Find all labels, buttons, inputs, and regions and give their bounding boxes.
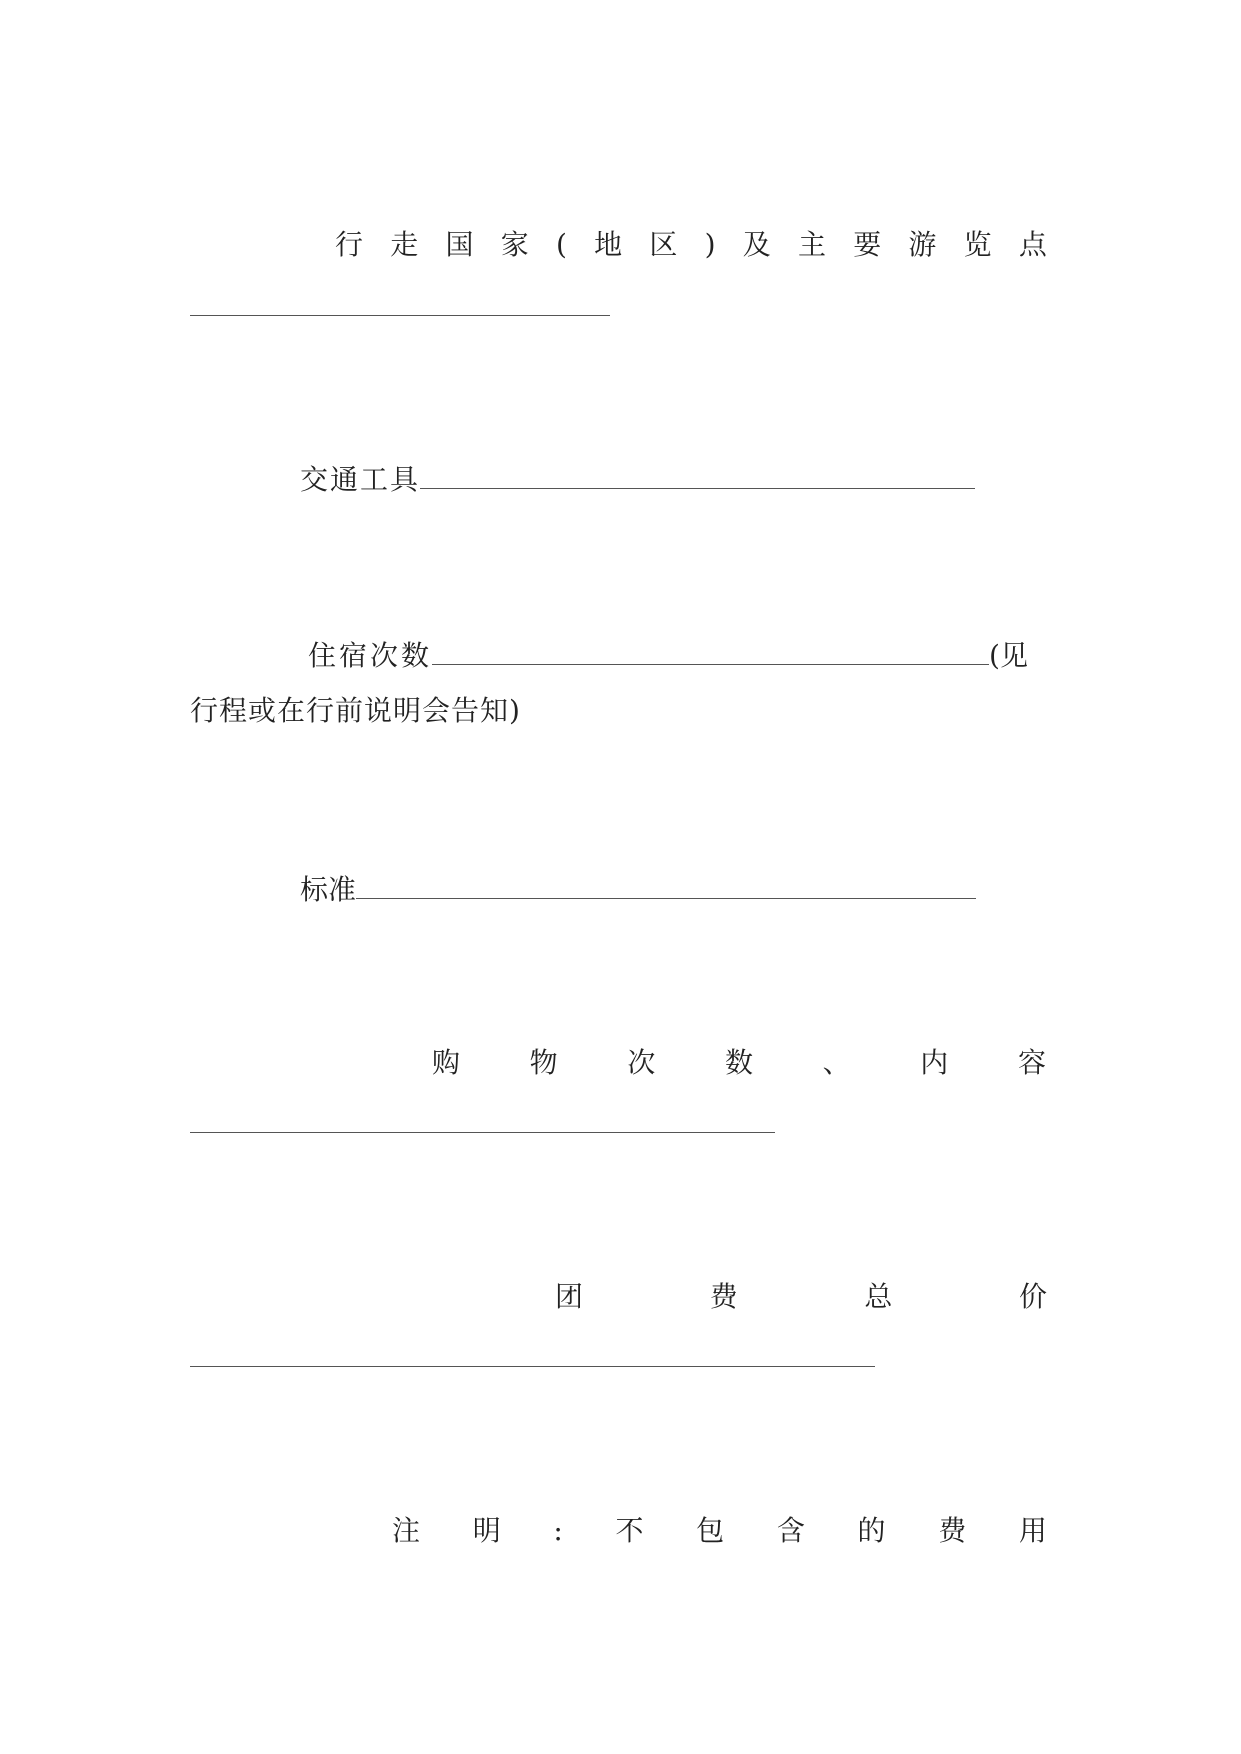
shopping-label bbox=[432, 1046, 1046, 1080]
lodging-row bbox=[308, 636, 1028, 673]
total-price-char: 价 bbox=[1018, 1280, 1047, 1313]
shopping-char: 购 bbox=[432, 1046, 461, 1079]
countries-char: 及 bbox=[742, 228, 771, 261]
total-price-char: 总 bbox=[864, 1280, 893, 1313]
total-price-char: 团 bbox=[555, 1280, 584, 1313]
lodging-label: 住宿次数 bbox=[308, 639, 433, 672]
note-char: 不 bbox=[615, 1514, 644, 1547]
note-char: 注 bbox=[392, 1514, 421, 1547]
countries-char: 要 bbox=[853, 228, 882, 261]
countries-char: 国 bbox=[445, 228, 474, 261]
shopping-char: 内 bbox=[920, 1046, 949, 1079]
transport-label: 交通工具 bbox=[300, 463, 421, 496]
shopping-char: 、 bbox=[822, 1046, 851, 1079]
shopping-char: 容 bbox=[1017, 1046, 1046, 1079]
countries-char: 地 bbox=[594, 228, 623, 261]
total-price-char: 费 bbox=[709, 1280, 738, 1313]
shopping-char: 数 bbox=[724, 1046, 753, 1079]
countries-char: ( bbox=[555, 228, 567, 261]
standard-label: 标准 bbox=[300, 873, 357, 906]
note-char: 包 bbox=[696, 1514, 725, 1547]
note-label bbox=[392, 1514, 1047, 1548]
transport-blank[interactable] bbox=[420, 460, 975, 489]
countries-char: 区 bbox=[649, 228, 678, 261]
countries-char: 点 bbox=[1018, 228, 1047, 261]
standard-blank[interactable] bbox=[356, 870, 976, 899]
lodging-suffix: (见 bbox=[989, 639, 1028, 672]
note-char: 费 bbox=[938, 1514, 967, 1547]
standard-row bbox=[300, 870, 976, 907]
transport-row bbox=[300, 460, 975, 497]
total-price-label bbox=[555, 1280, 1047, 1314]
shopping-char: 物 bbox=[529, 1046, 558, 1079]
shopping-blank[interactable] bbox=[190, 1132, 775, 1133]
note-char: 明 bbox=[472, 1514, 501, 1547]
total-price-blank[interactable] bbox=[190, 1366, 875, 1367]
note-char: : bbox=[553, 1514, 563, 1547]
countries-char: 行 bbox=[335, 228, 364, 261]
lodging-continuation: 行程或在行前说明会告知) bbox=[190, 694, 521, 727]
countries-char: 主 bbox=[797, 228, 826, 261]
shopping-char: 次 bbox=[627, 1046, 656, 1079]
countries-char: 走 bbox=[390, 228, 419, 261]
note-char: 的 bbox=[857, 1514, 886, 1547]
countries-char: 览 bbox=[963, 228, 992, 261]
countries-char: 游 bbox=[908, 228, 937, 261]
lodging-blank[interactable] bbox=[432, 636, 989, 665]
note-char: 含 bbox=[776, 1514, 805, 1547]
note-char: 用 bbox=[1018, 1514, 1047, 1547]
countries-char: ) bbox=[704, 228, 716, 261]
countries-blank[interactable] bbox=[190, 315, 610, 316]
countries-label bbox=[335, 228, 1047, 262]
countries-char: 家 bbox=[500, 228, 529, 261]
